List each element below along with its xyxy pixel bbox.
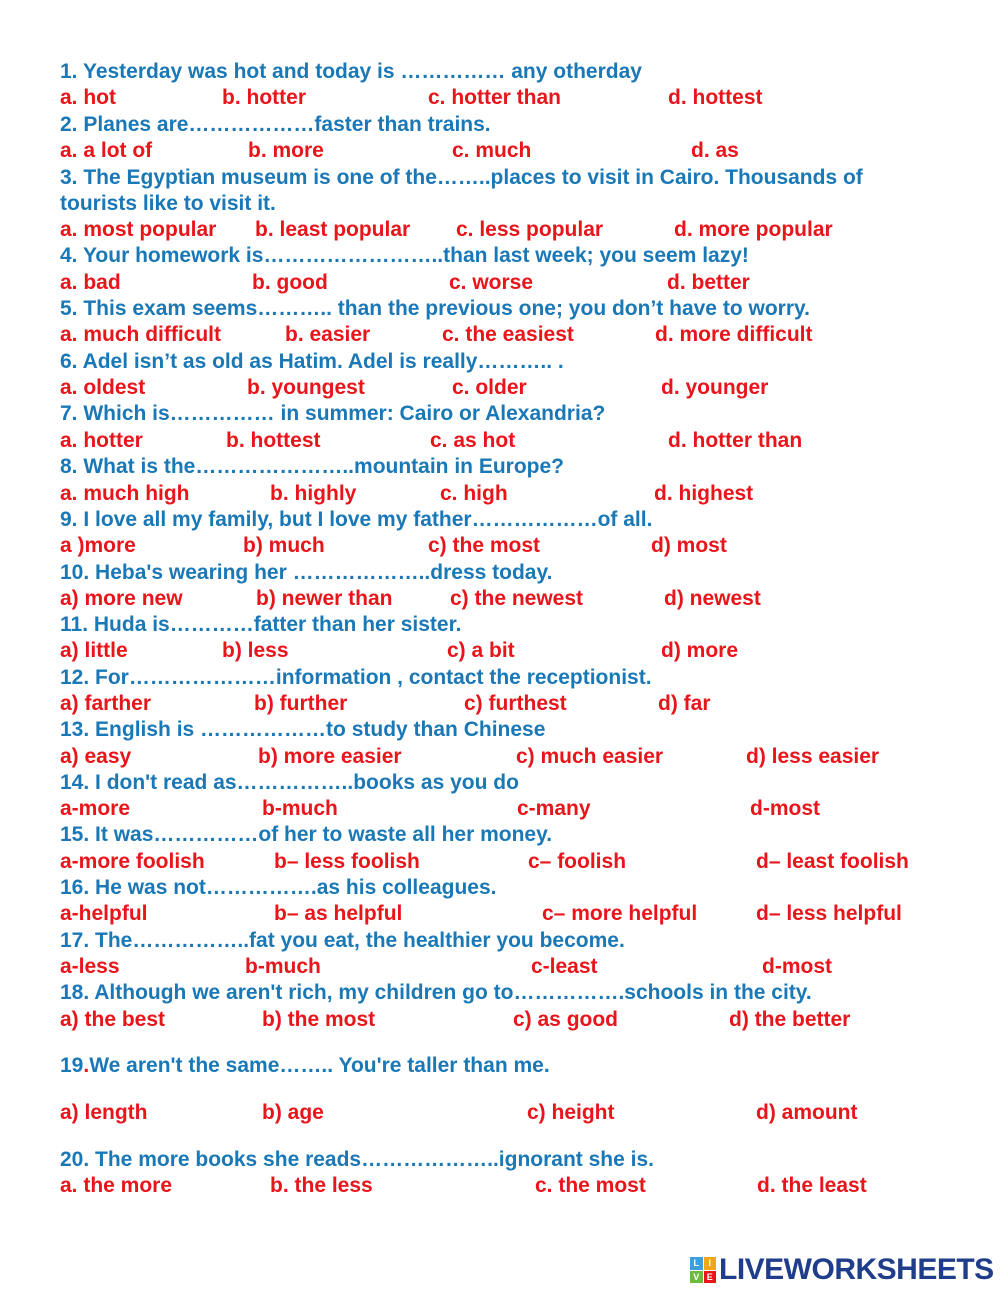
option-12d[interactable]: d) far [658, 692, 711, 715]
option-5b[interactable]: b. easier [285, 323, 371, 346]
option-20d[interactable]: d. the least [757, 1174, 867, 1197]
option-1b[interactable]: b. hotter [222, 86, 306, 109]
option-14d[interactable]: d-most [750, 797, 820, 820]
option-9b[interactable]: b) much [243, 534, 325, 557]
option-1d[interactable]: d. hottest [668, 86, 763, 109]
option-6d[interactable]: d. younger [661, 376, 769, 399]
option-18b[interactable]: b) the most [262, 1008, 376, 1031]
question-4: 4. Your homework is……………………..than last week; you seem lazy! [60, 244, 749, 267]
option-18c[interactable]: c) as good [513, 1008, 619, 1031]
option-11d[interactable]: d) more [661, 639, 739, 662]
question-20: 20. The more books she reads………………..ignorant she is. [60, 1148, 654, 1171]
option-19d[interactable]: d) amount [756, 1101, 858, 1124]
question-18: 18. Although we aren't rich, my children go to…………….schools in the city. [60, 981, 812, 1004]
option-19a[interactable]: a) length [60, 1101, 148, 1124]
question-13: 13. English is ………………to study than Chinese [60, 718, 546, 741]
question-14: 14. I don't read as……………..books as you do [60, 771, 519, 794]
option-9c[interactable]: c) the most [428, 534, 541, 557]
question-19 [60, 1053, 550, 1079]
question-6: 6. Adel isn’t as old as Hatim. Adel is really……….. . [60, 350, 564, 373]
option-13a[interactable]: a) easy [60, 745, 132, 768]
option-11a[interactable]: a) little [60, 639, 128, 662]
option-12c[interactable]: c) furthest [464, 692, 567, 715]
option-20c[interactable]: c. the most [535, 1174, 646, 1197]
question-1: 1. Yesterday was hot and today is …………… any otherday [60, 60, 642, 83]
option-10d[interactable]: d) newest [664, 587, 761, 610]
option-13c[interactable]: c) much easier [516, 745, 664, 768]
question-16: 16. He was not…………….as his colleagues. [60, 876, 497, 899]
question-15: 15. It was……………of her to waste all her money. [60, 823, 553, 846]
option-16a[interactable]: a-helpful [60, 902, 148, 925]
option-3d[interactable]: d. more popular [674, 218, 833, 241]
option-15d[interactable]: d– least foolish [756, 850, 909, 873]
option-11b[interactable]: b) less [222, 639, 289, 662]
question-8: 8. What is the…………………..mountain in Europe? [60, 455, 565, 478]
option-17a[interactable]: a-less [60, 955, 120, 978]
option-14a[interactable]: a-more [60, 797, 131, 820]
option-2a[interactable]: a. a lot of [60, 139, 153, 162]
option-2c[interactable]: c. much [452, 139, 532, 162]
option-8c[interactable]: c. high [440, 482, 508, 505]
option-5c[interactable]: c. the easiest [442, 323, 574, 346]
option-1c[interactable]: c. hotter than [428, 86, 562, 109]
question-17: 17. The……………..fat you eat, the healthier you become. [60, 929, 625, 952]
option-8b[interactable]: b. highly [270, 482, 357, 505]
question-7: 7. Which is…………… in summer: Cairo or Alexandria? [60, 402, 606, 425]
option-20b[interactable]: b. the less [270, 1174, 373, 1197]
option-3c[interactable]: c. less popular [456, 218, 604, 241]
option-17c[interactable]: c-least [531, 955, 598, 978]
option-13b[interactable]: b) more easier [258, 745, 402, 768]
question-11: 11. Huda is…………fatter than her sister. [60, 613, 462, 636]
option-16c[interactable]: c– more helpful [542, 902, 698, 925]
question-19-text: We aren't the same…….. You're taller than me. [89, 1054, 550, 1077]
option-15c[interactable]: c– foolish [528, 850, 627, 873]
option-1a[interactable]: a. hot [60, 86, 116, 109]
option-19b[interactable]: b) age [262, 1101, 324, 1124]
option-11c[interactable]: c) a bit [447, 639, 515, 662]
option-14c[interactable]: c-many [517, 797, 591, 820]
option-13d[interactable]: d) less easier [746, 745, 880, 768]
liveworksheets-logo [690, 1255, 994, 1285]
option-6b[interactable]: b. youngest [247, 376, 365, 399]
option-3a[interactable]: a. most popular [60, 218, 217, 241]
option-10b[interactable]: b) newer than [256, 587, 393, 610]
question-19-dot: . [83, 1054, 90, 1077]
question-19-number: 19 [60, 1054, 84, 1077]
option-5a[interactable]: a. much difficult [60, 323, 222, 346]
option-8a[interactable]: a. much high [60, 482, 190, 505]
question-3: 3. The Egyptian museum is one of the……..places to visit in Cairo. Thousands of [60, 166, 863, 189]
option-18d[interactable]: d) the better [729, 1008, 851, 1031]
liveworksheets-logo-text: LIVEWORKSHEETS [719, 1253, 994, 1286]
question-12: 12. For…………………information , contact the receptionist. [60, 666, 652, 689]
question-9: 9. I love all my family, but I love my father………………of all. [60, 508, 653, 531]
option-15a[interactable]: a-more foolish [60, 850, 205, 873]
option-12b[interactable]: b) further [254, 692, 348, 715]
option-17d[interactable]: d-most [762, 955, 832, 978]
option-20a[interactable]: a. the more [60, 1174, 173, 1197]
question-10: 10. Heba's wearing her ………………..dress today. [60, 561, 553, 584]
liveworksheets-logo-icon: L I V E [690, 1257, 716, 1283]
option-5d[interactable]: d. more difficult [655, 323, 813, 346]
option-7c[interactable]: c. as hot [430, 429, 516, 452]
option-4c[interactable]: c. worse [449, 271, 534, 294]
question-2: 2. Planes are………………faster than trains. [60, 113, 491, 136]
option-17b[interactable]: b-much [245, 955, 321, 978]
option-9a[interactable]: a )more [60, 534, 136, 557]
option-7d[interactable]: d. hotter than [668, 429, 803, 452]
option-7a[interactable]: a. hotter [60, 429, 143, 452]
option-10a[interactable]: a) more new [60, 587, 183, 610]
option-12a[interactable]: a) farther [60, 692, 152, 715]
option-9d[interactable]: d) most [651, 534, 727, 557]
option-7b[interactable]: b. hottest [226, 429, 321, 452]
option-4a[interactable]: a. bad [60, 271, 121, 294]
option-2b[interactable]: b. more [248, 139, 324, 162]
option-16d[interactable]: d– less helpful [756, 902, 902, 925]
option-15b[interactable]: b– less foolish [274, 850, 420, 873]
option-3b[interactable]: b. least popular [255, 218, 411, 241]
option-18a[interactable]: a) the best [60, 1008, 166, 1031]
option-8d[interactable]: d. highest [654, 482, 754, 505]
option-16b[interactable]: b– as helpful [274, 902, 403, 925]
option-6a[interactable]: a. oldest [60, 376, 146, 399]
option-4d[interactable]: d. better [667, 271, 750, 294]
option-19c[interactable]: c) height [527, 1101, 615, 1124]
option-10c[interactable]: c) the newest [450, 587, 584, 610]
question-3-continued: tourists like to visit it. [60, 192, 276, 215]
question-5: 5. This exam seems……….. than the previous one; you don’t have to worry. [60, 297, 810, 320]
option-4b[interactable]: b. good [252, 271, 328, 294]
option-14b[interactable]: b-much [262, 797, 338, 820]
option-2d[interactable]: d. as [691, 139, 739, 162]
option-6c[interactable]: c. older [452, 376, 527, 399]
